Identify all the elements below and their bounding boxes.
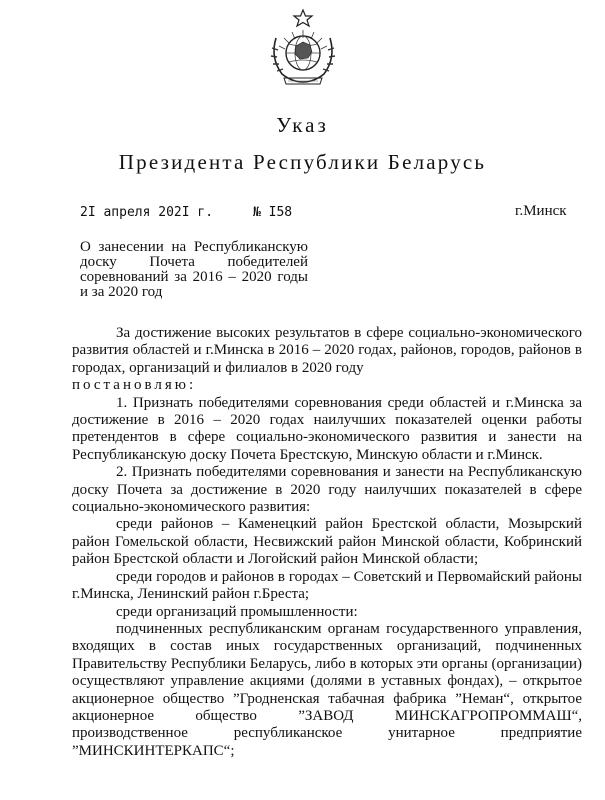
paragraph-2: 2. Признать победителями соревнования и занести на Республиканскую доску Почета за достижение в 2020 году наилучших показателей в сфере социально-экономического развития: [72, 464, 582, 516]
document-subtitle: Президента Республики Беларусь [118, 150, 487, 174]
decree-body [72, 325, 582, 760]
paragraph-subordinate: подчиненных республиканским органам государственного управления, входящих в состав иных государственных организаций, подчиненных Правительству Республики Беларусь, либо в которых эти органы (организации) осуществляют управление акциями (долями в уставных фондах), – открытое акционерное общество ”Гродненская табачная фабрика ”Неман“, открытое акционерное общество ”ЗАВОД МИНСКАГРОПРОММАШ“, производственное республиканское унитарное предприятие ”МИНСКИНТЕРКАПС“; [72, 620, 582, 759]
paragraph-1: 1. Признать победителями соревнования среди областей и г.Минска за достижение в 2016 – 2020 годах наилучших показателей оценки работы претендентов в сфере социально-экономического развития и занести на Республиканскую доску Почета Брестскую, Минскую области и г.Минск. [72, 394, 582, 463]
decree-word: постановляю: [72, 377, 197, 394]
paragraph-cities: среди городов и районов в городах – Советский и Первомайский районы г.Минска, Ленинский район г.Бреста; [72, 568, 582, 603]
paragraph-industry: среди организаций промышленности: [116, 603, 358, 620]
state-emblem-icon [262, 8, 344, 88]
decree-subject: О занесении на Республиканскую доску Почета победителей соревнований за 2016 – 2020 годы и за 2020 год [80, 239, 308, 300]
document-title: Указ [276, 113, 329, 137]
paragraph-districts: среди районов – Каменецкий район Брестской области, Мозырский район Гомельской области, Несвижский район Минской области, Кобринский район Брестской области и Логойский район Минской области; [72, 516, 582, 568]
decree-city: г.Минск [515, 203, 567, 219]
intro-paragraph: За достижение высоких результатов в сфере социально-экономического развития областей и г.Минска в 2016 – 2020 годах, районов, городов, районов в городах, организаций и филиалов в 2020 году [72, 325, 582, 376]
decree-number: № I58 [253, 205, 293, 220]
decree-date: 2I апреля 202I г. [80, 205, 214, 220]
